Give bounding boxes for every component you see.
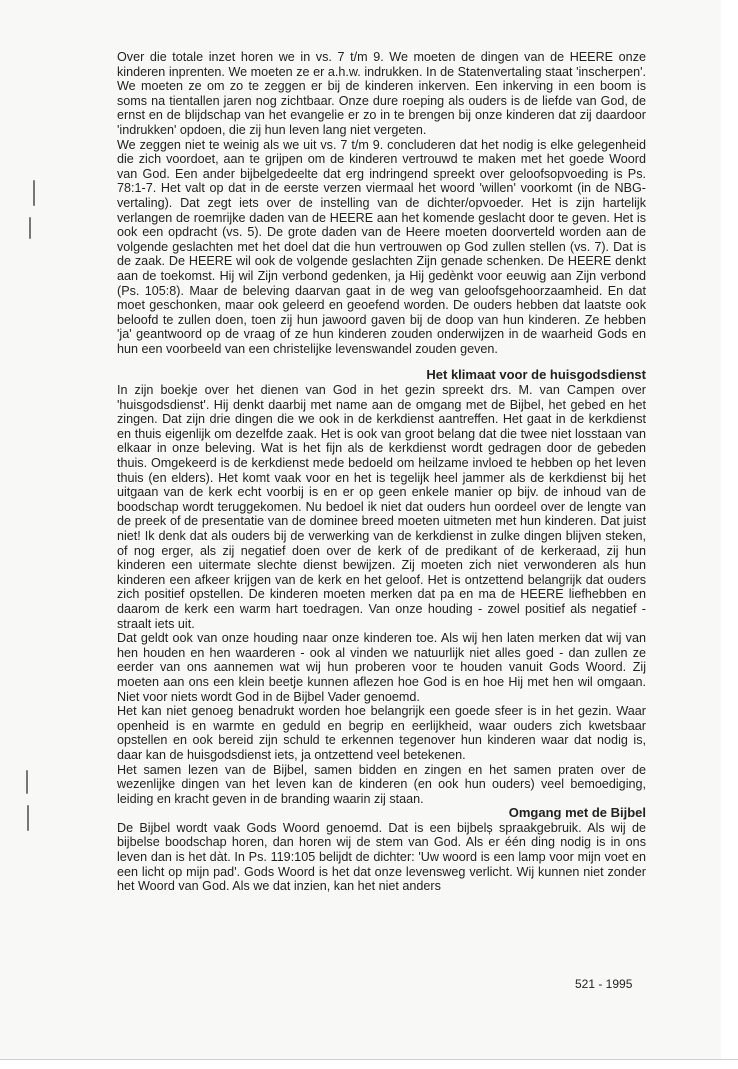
paragraph: Het samen lezen van de Bijbel, samen bidden en zingen en het samen praten over de wezenlijke dingen van het leven kan de kinderen (en ook hun ouders) veel bemoediging, leiding en kracht geven in de branding waarin zij staan. [117, 762, 646, 806]
section-bijbel [117, 806, 646, 894]
section-klimaat [117, 368, 646, 806]
margin-mark [29, 217, 31, 239]
paragraph: De Bijbel wordt vaak Gods Woord genoemd. Dat is een bijbelș spraakgebruik. Als wij de bijbelse boodschap horen, dan horen wij de stem van God. Als er één ding nodig is in ons leven dan is het dàt. In Ps. 119:105 belijdt de dichter: 'Uw woord is een lamp voor mijn voet en een licht op mijn pad'. Gods Woord is het dat onze levensweg verlicht. Wij kunnen niet zonder het Woord van God. Als we dat inzien, kan het niet anders [117, 820, 646, 894]
paragraph: In zijn boekje over het dienen van God in het gezin spreekt drs. M. van Campen over 'huisgodsdienst'. Hij denkt daarbij met name aan de omgang met de Bijbel, het gebed en het zingen. Dat zijn drie dingen die we ook in de kerkdienst aantreffen. Het gaat in de kerkdienst en thuis eigenlijk om dezelfde zaak. Het is ook van groot belang dat die twee niet losstaan van elkaar in onze beleving. Wat is het fijn als de kerkdienst wordt gedragen door de gebeden thuis. Omgekeerd is de kerkdienst mede bedoeld om heilzame invloed te hebben op het leven thuis (en elders). Het komt vaak voor en het is tegelijk heel jammer als de kerkdienst bij het uitgaan van de kerk echt voorbij is en er op geen enkele manier op bijv. de inhoud van de boodschap wordt teruggekomen. Nu bedoel ik niet dat ouders hun oordeel over de lengte van de preek of de presentatie van de dominee breed moeten uitmeten met hun kinderen. Dat juist niet! Ik denk dat als ouders bij de verwerking van de kerkdienst in zulke dingen blijven steken, of nog erger, als zij negatief doen over de kerk of de predikant of de kerkeraad, zij hun kinderen een uitermate slechte dienst bewijzen. Zij moeten zich niet verwonderen als hun kinderen een afkeer krijgen van de kerk en het geloof. Het is ontzettend belangrijk dat ouders zich positief opstellen. De kinderen moeten merken dat pa en ma de HEERE liefhebben en daarom de kerk een warm hart toedragen. Van onze houding - zowel positief als negatief - straalt iets uit. [117, 383, 646, 631]
paragraph: Dat geldt ook van onze houding naar onze kinderen toe. Als wij hen laten merken dat wij van hen houden en hen waarderen - ook al vinden we natuurlijk niet alles goed - dan zullen ze eerder van ons aannemen wat wij hun proberen voor te houden vanuit Gods Woord. Zij moeten aan ons een klein beetje kunnen aflezen hoe God is en hoe Hij met hen wil omgaan. Niet voor niets wordt God in de Bijbel Vader genoemd. [117, 631, 646, 704]
article-body [117, 50, 646, 894]
section-heading: Omgang met de Bijbel [508, 805, 646, 821]
scan-margin [721, 0, 738, 1068]
margin-mark [26, 770, 28, 794]
paragraph: Het kan niet genoeg benadrukt worden hoe belangrijk een goede sfeer is in het gezin. Waar openheid is en warmte en geduld en begrip en eerlijkheid, waar ouders zich kwetsbaar opstellen en ook bereid zijn schuld te erkennen tegenover hun kinderen waar dat nodig is, daar kan de huisgodsdienst iets, ja ontzettend veel betekenen. [117, 704, 646, 762]
paragraph: We zeggen niet te weinig als we uit vs. 7 t/m 9. concluderen dat het nodig is elke gelegenheid die zich voordoet, aan te grijpen om de kinderen vertrouwd te maken met het goede Woord van God. Een ander bijbelgedeelte dat erg indringend spreekt over geloofsopvoeding is Ps. 78:1-7. Het valt op dat in de eerste verzen viermaal het woord 'willen' voorkomt (in de NBG-vertaling). Dat zegt iets over de instelling van de dichter/opvoeder. Het is zijn hartelijk verlangen de roemrijke daden van de HEERE aan het komende geslacht door te geven. Het is ook een opdracht (vs. 5). De grote daden van de Heere moeten doorverteld worden aan de volgende geslachten met het doel dat die hun vertrouwen op God zullen stellen (vs. 7). Dat is de zaak. De HEERE wil ook de volgende geslachten Zijn genade schenken. De HEERE denkt aan de toekomst. Hij wil Zijn verbond gedenken, ja Hij gedènkt voor eeuwig aan Zijn verbond (Ps. 105:8). Maar de beleving daarvan gaat in de weg van geloofsgehoorzaamheid. En dat moet geschonken, maar ook geleerd en geoefend worden. De ouders hebben dat laatste ook beloofd te zullen doen, toen zij hun jawoord gaven bij de doop van hun kinderen. Ze hebben 'ja' geantwoord op de vraag of ze hun kinderen zouden onderwijzen in de waarheid Gods en hun een voorbeeld van een christelijke levenswandel zouden geven. [117, 137, 646, 356]
margin-mark [27, 805, 29, 831]
margin-mark [33, 180, 35, 206]
section-heading: Het klimaat voor de huisgodsdienst [426, 367, 646, 383]
section-intro [117, 50, 646, 356]
paragraph: Over die totale inzet horen we in vs. 7 t/m 9. We moeten de dingen van de HEERE onze kinderen inprenten. We moeten ze er a.h.w. indrukken. In de Statenvertaling staat 'inscherpen'. We moeten ze om zo te zeggen er bij de kinderen inkerven. Een inkerving in een boom is soms na tientallen jaren nog zichtbaar. Onze dure roeping als ouders is de liefde van God, de ernst en de blijdschap van het evangelie er zo in te brengen bij onze kinderen dat zij daardoor 'indrukken' opdoen, die zij hun leven lang niet vergeten. [117, 50, 646, 137]
page-number: 521 - 1995 [575, 977, 633, 991]
